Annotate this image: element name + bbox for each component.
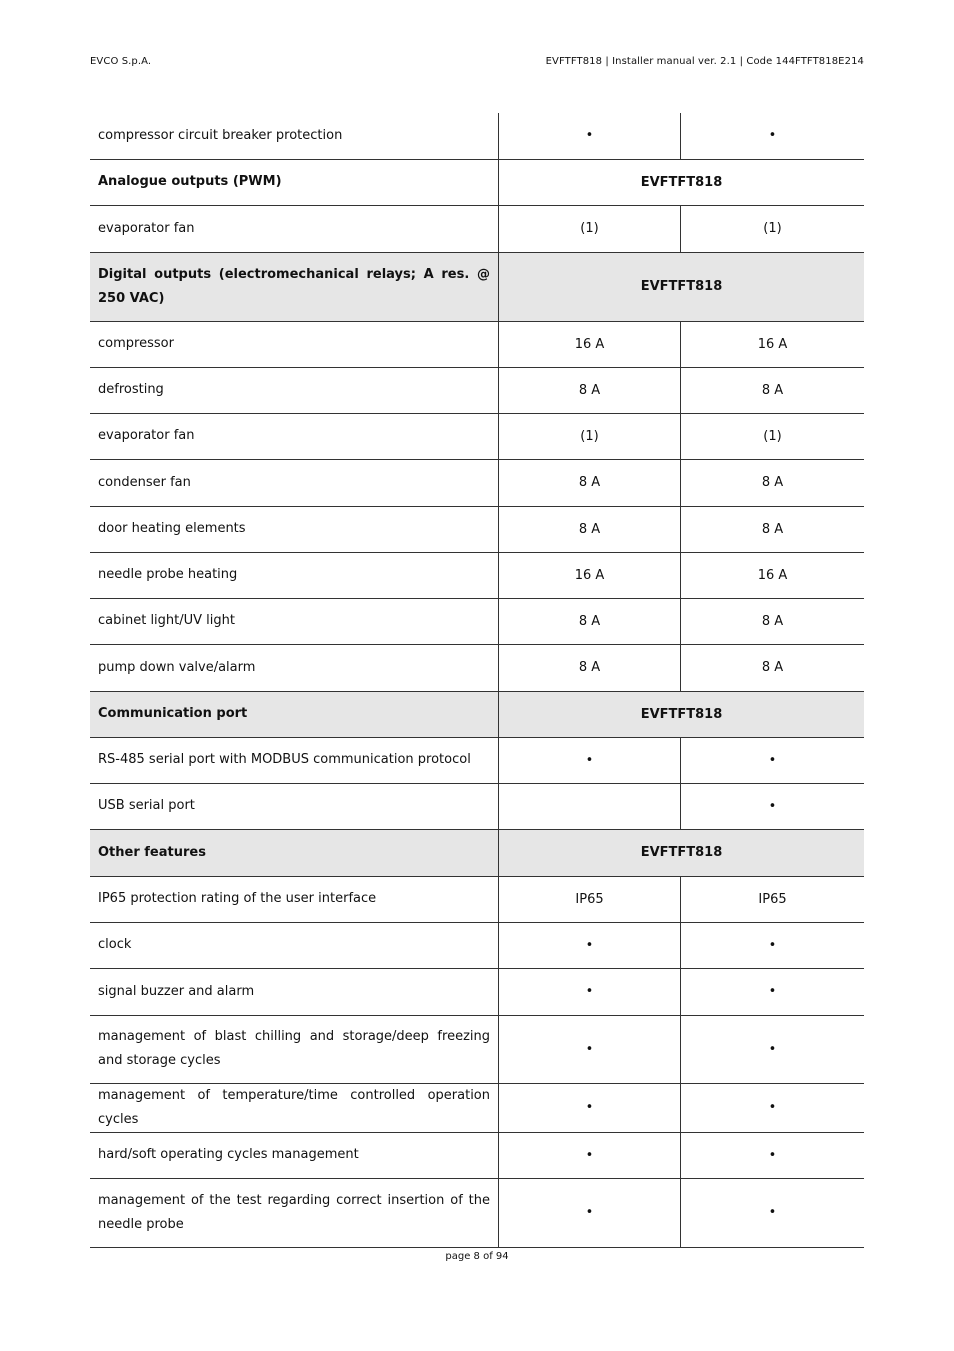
- section-header-row: [90, 829, 864, 876]
- feature-label: condenser fan: [90, 459, 499, 506]
- table-row: [90, 968, 864, 1015]
- feature-label: defrosting: [90, 367, 499, 413]
- value-model-1: (1): [499, 413, 681, 459]
- table-row: [90, 1178, 864, 1247]
- value-model-2: 16 A: [681, 552, 865, 598]
- section-header-row: [90, 252, 864, 321]
- table-row: [90, 459, 864, 506]
- feature-label: needle probe heating: [90, 552, 499, 598]
- section-header-row: [90, 159, 864, 205]
- value-model-1: 8 A: [499, 506, 681, 552]
- value-model-2: (1): [681, 205, 865, 252]
- feature-label: hard/soft operating cycles management: [90, 1132, 499, 1178]
- value-model-1: 8 A: [499, 367, 681, 413]
- page-number: page 8 of 94: [445, 1251, 509, 1262]
- value-model-2: 8 A: [681, 459, 865, 506]
- value-model-1: 8 A: [499, 598, 681, 644]
- section-title: Analogue outputs (PWM): [90, 159, 499, 205]
- model-name: EVFTFT818: [499, 829, 865, 876]
- value-model-1: 8 A: [499, 459, 681, 506]
- section-title: Other features: [90, 829, 499, 876]
- section-header-row: [90, 691, 864, 737]
- value-model-1: 16 A: [499, 552, 681, 598]
- table-row: [90, 113, 864, 159]
- feature-label: compressor circuit breaker protection: [90, 113, 499, 159]
- specifications-table-body: [90, 113, 864, 1247]
- value-model-2: 8 A: [681, 367, 865, 413]
- feature-label: pump down valve/alarm: [90, 644, 499, 691]
- header-company: EVCO S.p.A.: [90, 56, 152, 67]
- value-model-1: •: [499, 1015, 681, 1083]
- value-model-1: •: [499, 1132, 681, 1178]
- value-model-2: •: [681, 1015, 865, 1083]
- value-model-1: (1): [499, 205, 681, 252]
- value-model-2: 16 A: [681, 321, 865, 367]
- value-model-1: •: [499, 113, 681, 159]
- section-title: Communication port: [90, 691, 499, 737]
- feature-label: management of temperature/time controlled operation cycles: [90, 1083, 499, 1132]
- table-row: [90, 598, 864, 644]
- feature-label: management of blast chilling and storage/deep freezing and storage cycles: [90, 1015, 499, 1083]
- table-row: [90, 367, 864, 413]
- value-model-1: •: [499, 737, 681, 783]
- table-row: [90, 205, 864, 252]
- feature-label: USB serial port: [90, 783, 499, 829]
- value-model-1: •: [499, 1178, 681, 1247]
- feature-label: clock: [90, 922, 499, 968]
- feature-label: cabinet light/UV light: [90, 598, 499, 644]
- value-model-2: •: [681, 922, 865, 968]
- table-row: [90, 321, 864, 367]
- value-model-2: •: [681, 783, 865, 829]
- value-model-2: •: [681, 968, 865, 1015]
- table-row: [90, 644, 864, 691]
- feature-label: IP65 protection rating of the user interface: [90, 876, 499, 922]
- value-model-2: •: [681, 1178, 865, 1247]
- feature-label: evaporator fan: [90, 205, 499, 252]
- value-model-2: 8 A: [681, 506, 865, 552]
- value-model-1: •: [499, 1083, 681, 1132]
- table-row: [90, 506, 864, 552]
- value-model-2: •: [681, 737, 865, 783]
- value-model-1: [499, 783, 681, 829]
- value-model-2: 8 A: [681, 644, 865, 691]
- value-model-2: IP65: [681, 876, 865, 922]
- value-model-1: 8 A: [499, 644, 681, 691]
- header-document-info: EVFTFT818 | Installer manual ver. 2.1 | Code 144FTFT818E214: [545, 56, 864, 67]
- model-name: EVFTFT818: [499, 159, 865, 205]
- feature-label: RS-485 serial port with MODBUS communication protocol: [90, 737, 499, 783]
- model-name: EVFTFT818: [499, 691, 865, 737]
- value-model-2: •: [681, 113, 865, 159]
- value-model-1: •: [499, 922, 681, 968]
- feature-label: management of the test regarding correct insertion of the needle probe: [90, 1178, 499, 1247]
- feature-label: compressor: [90, 321, 499, 367]
- table-row: [90, 413, 864, 459]
- value-model-2: 8 A: [681, 598, 865, 644]
- table-row: [90, 737, 864, 783]
- table-row: [90, 1015, 864, 1083]
- value-model-2: •: [681, 1132, 865, 1178]
- model-name: EVFTFT818: [499, 252, 865, 321]
- value-model-1: IP65: [499, 876, 681, 922]
- table-row: [90, 1132, 864, 1178]
- table-row: [90, 1083, 864, 1132]
- feature-label: door heating elements: [90, 506, 499, 552]
- table-row: [90, 922, 864, 968]
- value-model-1: •: [499, 968, 681, 1015]
- value-model-2: •: [681, 1083, 865, 1132]
- feature-label: evaporator fan: [90, 413, 499, 459]
- section-title: Digital outputs (electromechanical relays; A res. @ 250 VAC): [90, 252, 499, 321]
- specifications-table: [90, 113, 864, 1248]
- table-row: [90, 876, 864, 922]
- table-row: [90, 783, 864, 829]
- feature-label: signal buzzer and alarm: [90, 968, 499, 1015]
- value-model-1: 16 A: [499, 321, 681, 367]
- table-row: [90, 552, 864, 598]
- value-model-2: (1): [681, 413, 865, 459]
